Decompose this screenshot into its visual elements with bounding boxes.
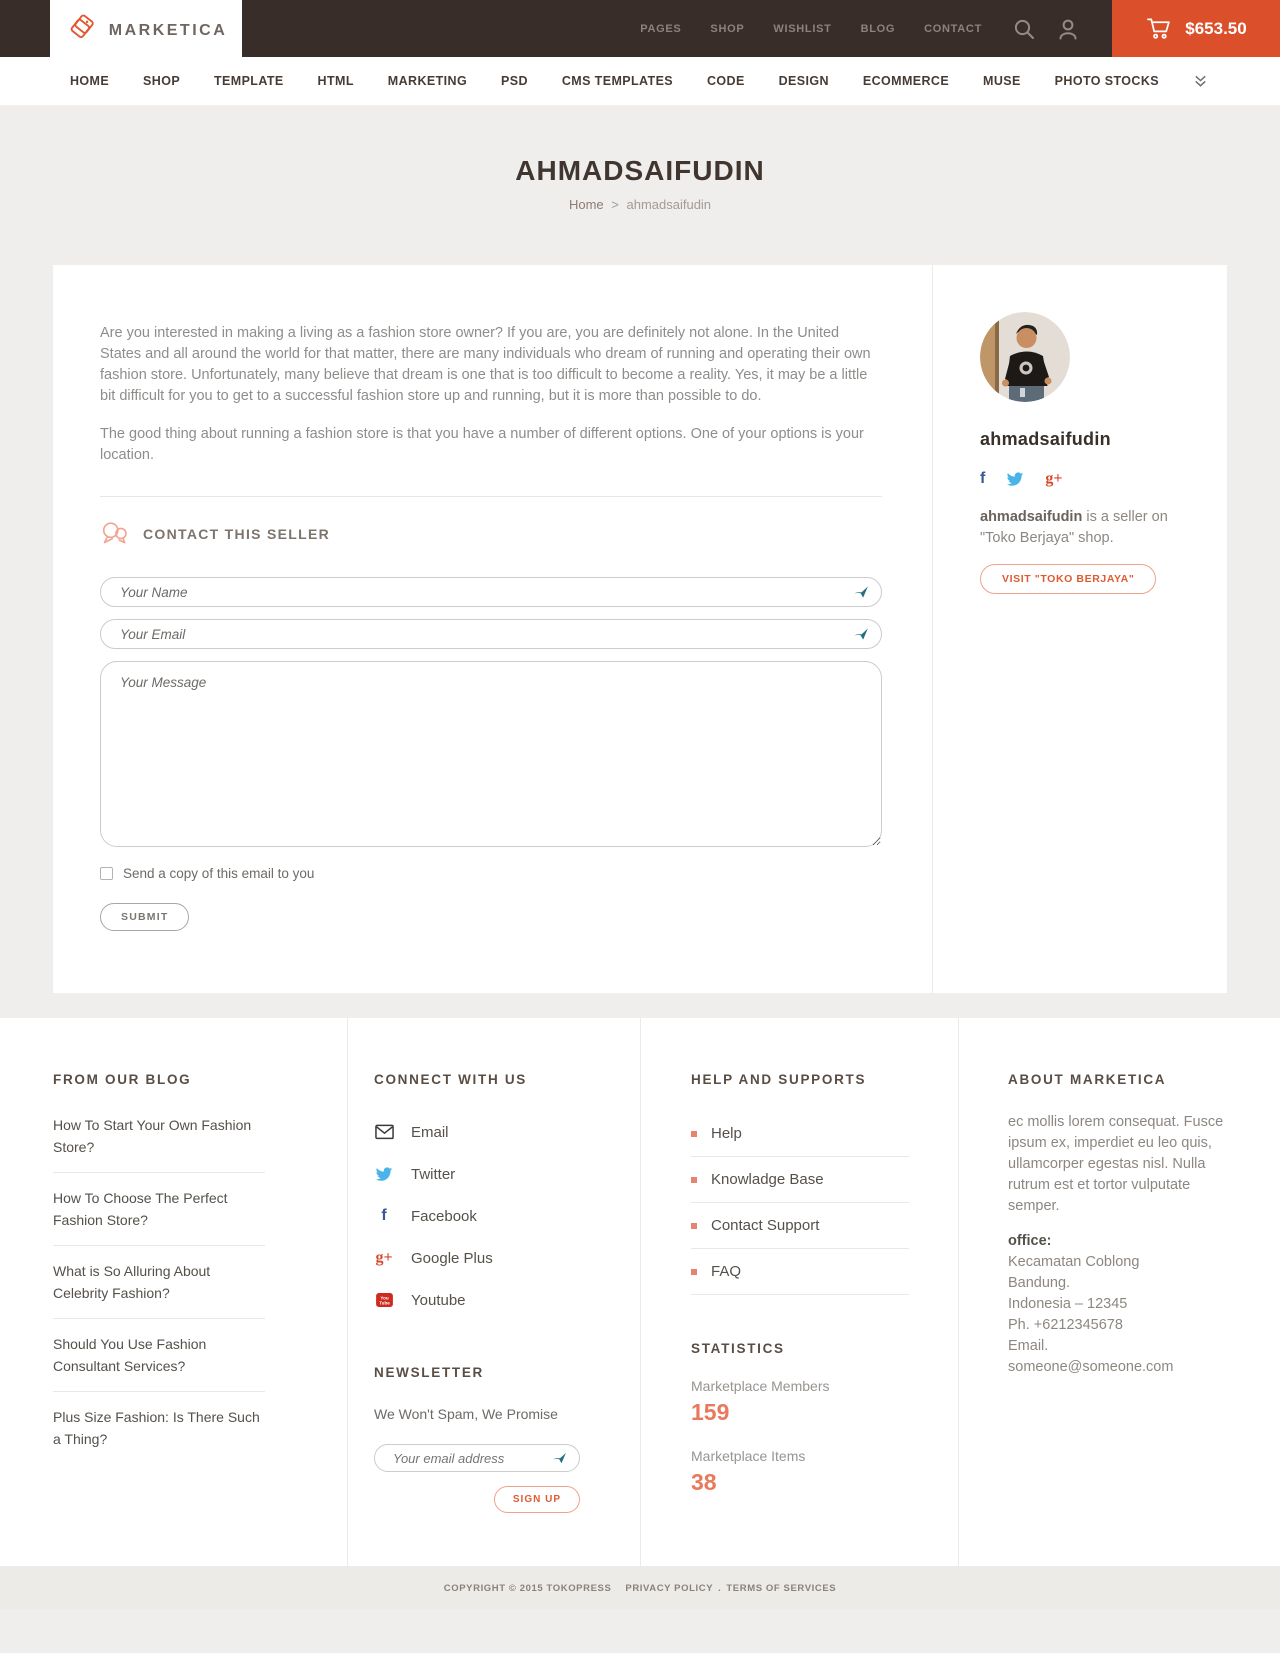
- copyright-dot: .: [718, 1583, 722, 1594]
- square-bullet-icon: [691, 1223, 697, 1229]
- paper-plane-icon: [552, 1451, 567, 1466]
- tag-logo-icon: [65, 14, 99, 48]
- footer-about-column: [958, 1018, 1227, 1566]
- stat-label: Marketplace Items: [691, 1448, 806, 1464]
- statistics-heading: STATISTICS: [691, 1341, 785, 1356]
- newsletter-heading: NEWSLETTER: [374, 1365, 484, 1380]
- connect-heading: CONNECT WITH US: [374, 1072, 527, 1087]
- privacy-policy-link[interactable]: PRIVACY POLICY: [625, 1583, 714, 1594]
- connect-label: Facebook: [411, 1207, 477, 1225]
- connect-label: Email: [411, 1123, 449, 1141]
- mainnav-marketing[interactable]: MARKETING: [387, 74, 468, 88]
- seller-avatar: [980, 312, 1070, 402]
- mainnav-photo-stocks[interactable]: PHOTO STOCKS: [1054, 74, 1160, 88]
- user-icon[interactable]: [1056, 17, 1080, 41]
- address-line: Kecamatan Coblong: [1008, 1254, 1140, 1270]
- square-bullet-icon: [691, 1131, 697, 1137]
- youtube-icon: [374, 1293, 394, 1307]
- help-link: [691, 1157, 909, 1203]
- contact-seller-header: [100, 521, 882, 546]
- facebook-icon: f: [381, 1207, 387, 1224]
- seller-bio: [980, 507, 1182, 549]
- topnav-contact[interactable]: CONTACT: [924, 22, 982, 35]
- blog-post-link[interactable]: What is So Alluring About Celebrity Fashion?: [53, 1246, 265, 1319]
- mainnav-code[interactable]: CODE: [706, 74, 745, 88]
- topnav-shop[interactable]: SHOP: [710, 22, 745, 35]
- square-bullet-icon: [691, 1177, 697, 1183]
- topbar-icons: [1012, 17, 1080, 41]
- name-field-wrap: [100, 577, 882, 607]
- help-heading: HELP AND SUPPORTS: [691, 1072, 867, 1087]
- about-text: ec mollis lorem consequat. Fusce ipsum ex, imperdiet eu leo quis, ullamcorper egestas nisl. Nulla rutrum est et tortor vulputate semper.: [1008, 1114, 1224, 1214]
- submit-button[interactable]: SUBMIT: [100, 903, 189, 931]
- connect-twitter-link[interactable]: [374, 1153, 622, 1195]
- mainnav-ecommerce[interactable]: ECOMMERCE: [862, 74, 950, 88]
- copy-email-row: [100, 866, 882, 881]
- seller-bio-rest: is a seller on "Toko Berjaya" shop.: [980, 509, 1168, 546]
- visit-shop-button[interactable]: VISIT "TOKO BERJAYA": [980, 564, 1156, 594]
- topbar: [0, 0, 1280, 57]
- copy-email-label: Send a copy of this email to you: [123, 866, 315, 881]
- help-list: [691, 1111, 909, 1295]
- copyright-text: COPYRIGHT © 2015 TOKOPRESS: [443, 1583, 612, 1594]
- blog-post-link[interactable]: Should You Use Fashion Consultant Services?: [53, 1319, 265, 1392]
- footer-connect-column: [347, 1018, 640, 1566]
- divider: [100, 496, 882, 497]
- topnav-blog[interactable]: BLOG: [860, 22, 896, 35]
- googleplus-icon[interactable]: g+: [1045, 470, 1063, 487]
- cart-total: $653.50: [1185, 18, 1247, 38]
- connect-list: [374, 1111, 622, 1321]
- connect-label: Youtube: [411, 1291, 466, 1309]
- twitter-icon[interactable]: [1006, 472, 1024, 487]
- connect-label: Google Plus: [411, 1249, 493, 1267]
- twitter-icon: [374, 1167, 394, 1182]
- paper-plane-icon: [853, 584, 869, 600]
- breadcrumb-home[interactable]: Home: [568, 197, 604, 212]
- copyright-bar: [0, 1566, 1280, 1609]
- svg-text:Tube: Tube: [378, 1300, 390, 1306]
- newsletter-tagline: We Won't Spam, We Promise: [374, 1406, 558, 1422]
- mainnav-home[interactable]: HOME: [70, 74, 110, 88]
- address-line: Indonesia – 12345: [1008, 1296, 1128, 1312]
- facebook-icon[interactable]: f: [980, 470, 986, 487]
- article-paragraph: The good thing about running a fashion store is that you have a number of different options. One of your options is your location.: [100, 426, 864, 463]
- stat-value: 159: [691, 1399, 730, 1425]
- email-input[interactable]: [100, 619, 882, 649]
- blog-post-link[interactable]: Plus Size Fashion: Is There Such a Thing?: [53, 1409, 260, 1447]
- seller-social-row: [980, 470, 1182, 488]
- page-title: AHMADSAIFUDIN: [515, 155, 765, 186]
- mainnav-design[interactable]: DESIGN: [778, 74, 829, 88]
- cart-button[interactable]: [1112, 0, 1280, 57]
- square-bullet-icon: [691, 1269, 697, 1275]
- help-link: [691, 1111, 909, 1157]
- help-label[interactable]: FAQ: [711, 1263, 742, 1280]
- address-line: Ph. +6212345678: [1008, 1317, 1123, 1333]
- copy-email-checkbox[interactable]: [100, 867, 113, 880]
- seller-name: ahmadsaifudin: [980, 429, 1111, 449]
- chat-bubbles-icon: [100, 521, 128, 546]
- page-header: [0, 105, 1280, 265]
- footer-blog-column: [53, 1018, 347, 1566]
- breadcrumb-current: ahmadsaifudin: [626, 197, 712, 212]
- svg-text:You: You: [379, 1295, 389, 1301]
- connect-youtube-link[interactable]: [374, 1279, 622, 1321]
- seller-bio-name: ahmadsaifudin: [980, 509, 1083, 525]
- connect-label: Twitter: [411, 1165, 456, 1183]
- main-nav: [0, 57, 1280, 105]
- help-label[interactable]: Contact Support: [711, 1217, 820, 1234]
- blog-post-link[interactable]: How To Start Your Own Fashion Store?: [53, 1100, 265, 1173]
- breadcrumb-separator: >: [611, 197, 619, 212]
- address-line: Bandung.: [1008, 1275, 1071, 1291]
- googleplus-icon: g+: [375, 1249, 393, 1266]
- blog-list: [53, 1100, 265, 1464]
- footer: [0, 1018, 1280, 1566]
- mainnav-cms-templates[interactable]: CMS TEMPLATES: [561, 74, 674, 88]
- footer-help-column: [640, 1018, 958, 1566]
- topnav-pages[interactable]: PAGES: [640, 22, 682, 35]
- help-link: [691, 1249, 909, 1295]
- email-icon: [374, 1124, 394, 1140]
- help-link: [691, 1203, 909, 1249]
- content: [53, 265, 1227, 993]
- terms-link[interactable]: TERMS OF SERVICES: [726, 1583, 837, 1594]
- help-label[interactable]: Knowladge Base: [711, 1171, 824, 1188]
- email-field-wrap: [100, 619, 882, 649]
- cart-icon: [1145, 16, 1172, 41]
- seller-article: [53, 265, 932, 993]
- signup-button[interactable]: SIGN UP: [494, 1486, 580, 1513]
- connect-googleplus-link[interactable]: [374, 1237, 622, 1279]
- newsletter-email-input[interactable]: [374, 1444, 580, 1472]
- message-textarea[interactable]: [100, 661, 882, 847]
- blog-post-link[interactable]: How To Choose The Perfect Fashion Store?: [53, 1173, 265, 1246]
- article-paragraph: Are you interested in making a living as a fashion store owner? If you are, you are definitely not alone. In the United States and all around the world for that matter, there are many individuals who dream of running and operating their own fashion store. Unfortunately, many believe that dream is one that is too difficult to become a reality. Yes, it may be a little bit difficult for you to get to a successful fashion store up and running, but it is more than possible to do.: [100, 325, 871, 404]
- stat-label: Marketplace Members: [691, 1378, 830, 1394]
- help-label[interactable]: Help: [711, 1125, 742, 1142]
- blog-heading: FROM OUR BLOG: [53, 1072, 192, 1087]
- breadcrumb: [0, 197, 1280, 212]
- stat-value: 38: [691, 1469, 717, 1495]
- name-input[interactable]: [100, 577, 882, 607]
- brand-name: MARKETICA: [108, 22, 228, 39]
- about-heading: ABOUT MARKETICA: [1008, 1072, 1167, 1087]
- mainnav-html[interactable]: HTML: [317, 74, 354, 88]
- search-icon[interactable]: [1012, 17, 1036, 41]
- mainnav-template[interactable]: TEMPLATE: [213, 74, 284, 88]
- paper-plane-icon: [853, 626, 869, 642]
- double-chevron-down-icon[interactable]: [1193, 74, 1208, 88]
- connect-facebook-link[interactable]: [374, 1195, 622, 1237]
- logo[interactable]: [50, 0, 242, 62]
- address-line: Email. someone@someone.com: [1008, 1338, 1174, 1375]
- contact-seller-title: CONTACT THIS SELLER: [143, 525, 330, 542]
- newsletter-field-wrap: [374, 1444, 580, 1472]
- topbar-nav: [640, 23, 982, 35]
- connect-email-link[interactable]: [374, 1111, 622, 1153]
- seller-sidebar: [932, 265, 1227, 993]
- mainnav-shop[interactable]: SHOP: [143, 74, 181, 88]
- mainnav-muse[interactable]: MUSE: [983, 74, 1021, 88]
- topnav-wishlist[interactable]: WISHLIST: [773, 22, 832, 35]
- mainnav-psd[interactable]: PSD: [501, 74, 528, 88]
- office-label: office:: [1008, 1233, 1052, 1249]
